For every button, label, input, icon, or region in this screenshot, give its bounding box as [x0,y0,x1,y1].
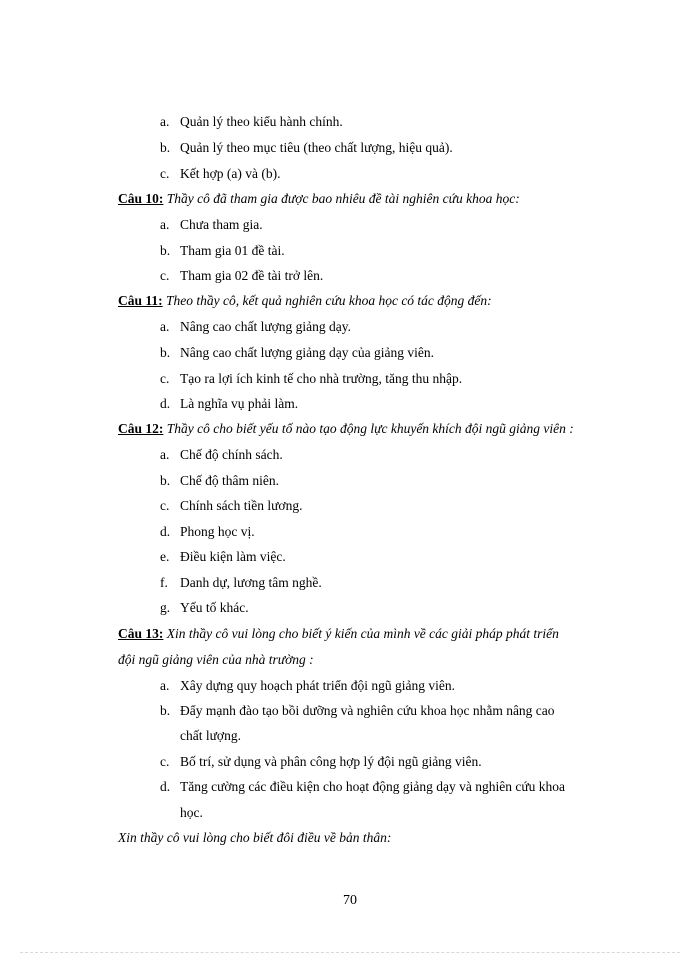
question-13-continuation: đội ngũ giảng viên của nhà trường : [118,652,314,667]
q9-option-b [160,139,453,157]
q13-option-c [160,753,482,771]
question-12 [118,420,574,438]
option-text: Phong học vị. [180,524,255,539]
option-text: Tăng cường các điều kiện cho hoạt động giảng dạy và nghiên cứu khoa [180,779,566,794]
q10-option-b [160,242,285,260]
page-bottom-divider [20,952,680,953]
option-letter: a. [160,319,170,334]
option-text: Là nghĩa vụ phải làm. [180,396,299,411]
q12-option-d [160,523,255,541]
q12-option-f [160,574,322,592]
option-letter: d. [160,524,171,539]
question-number: Câu 13: [118,626,164,641]
question-number: Câu 11: [118,293,163,308]
option-letter: d. [160,396,171,411]
q10-option-a [160,216,263,234]
option-text: Nâng cao chất lượng giảng dạy của giảng viên. [180,345,434,360]
q11-option-d [160,395,298,413]
page-number: 70 [343,893,357,908]
option-text: Xây dựng quy hoạch phát triển đội ngũ giảng viên. [180,678,456,693]
option-letter: b. [160,140,171,155]
option-letter: a. [160,678,170,693]
option-text: Quản lý theo mục tiêu (theo chất lượng, hiệu quả). [180,140,453,155]
q13-option-d [160,778,565,796]
question-10 [118,190,520,208]
option-text: Điều kiện làm việc. [180,549,286,564]
option-letter: f. [160,575,168,590]
q12-option-g [160,599,249,617]
q13-option-b-continuation: chất lượng. [180,728,241,743]
option-text: Nâng cao chất lượng giảng dạy. [180,319,352,334]
option-text: Tạo ra lợi ích kinh tế cho nhà trường, tăng thu nhập. [180,371,463,386]
option-letter: c. [160,268,170,283]
option-text: Kết hợp (a) và (b). [180,166,281,181]
q10-option-c [160,267,323,285]
question-13 [118,625,559,643]
option-letter: a. [160,114,170,129]
option-letter: b. [160,473,171,488]
option-text: Danh dự, lương tâm nghề. [180,575,322,590]
option-text: Yếu tố khác. [180,600,249,615]
q13-option-a [160,677,455,695]
question-text: Thầy cô cho biết yếu tố nào tạo động lực khuyến khích đội ngũ giảng viên : [163,421,574,436]
option-letter: b. [160,345,171,360]
question-11 [118,292,492,310]
question-text: Xin thầy cô vui lòng cho biết ý kiến của mình về các giải pháp phát triển [163,626,559,641]
question-text: Thầy cô đã tham gia được bao nhiêu đề tài nghiên cứu khoa học: [163,191,520,206]
option-letter: c. [160,371,170,386]
option-letter: c. [160,166,170,181]
question-text: Theo thầy cô, kết quả nghiên cứu khoa học có tác động đến: [162,293,492,308]
option-text: Tham gia 02 đề tài trở lên. [180,268,324,283]
option-text: Chế độ thâm niên. [180,473,279,488]
option-letter: a. [160,217,170,232]
q11-option-b [160,344,434,362]
option-text: Chế độ chính sách. [180,447,283,462]
option-text: Chưa tham gia. [180,217,263,232]
option-text: Bố trí, sử dụng và phân công hợp lý đội ngũ giảng viên. [180,754,482,769]
q11-option-a [160,318,351,336]
option-text: Đẩy mạnh đào tạo bồi dưỡng và nghiên cứu khoa học nhằm nâng cao [180,703,555,718]
closing-prompt: Xin thầy cô vui lòng cho biết đôi điều về bản thân: [118,830,392,845]
option-letter: b. [160,243,171,258]
question-number: Câu 12: [118,421,164,436]
option-text: Chính sách tiền lương. [180,498,303,513]
option-letter: g. [160,600,171,615]
option-text: Tham gia 01 đề tài. [180,243,285,258]
option-letter: e. [160,549,170,564]
option-letter: d. [160,779,171,794]
q12-option-c [160,497,302,515]
q13-option-d-continuation: học. [180,805,203,820]
option-letter: c. [160,498,170,513]
option-letter: b. [160,703,171,718]
q9-option-c [160,165,280,183]
q12-option-b [160,472,279,490]
q13-option-b [160,702,555,720]
question-number: Câu 10: [118,191,164,206]
option-letter: c. [160,754,170,769]
q11-option-c [160,370,462,388]
q9-option-a [160,113,343,131]
option-letter: a. [160,447,170,462]
q12-option-a [160,446,283,464]
q12-option-e [160,548,286,566]
option-text: Quản lý theo kiểu hành chính. [180,114,343,129]
